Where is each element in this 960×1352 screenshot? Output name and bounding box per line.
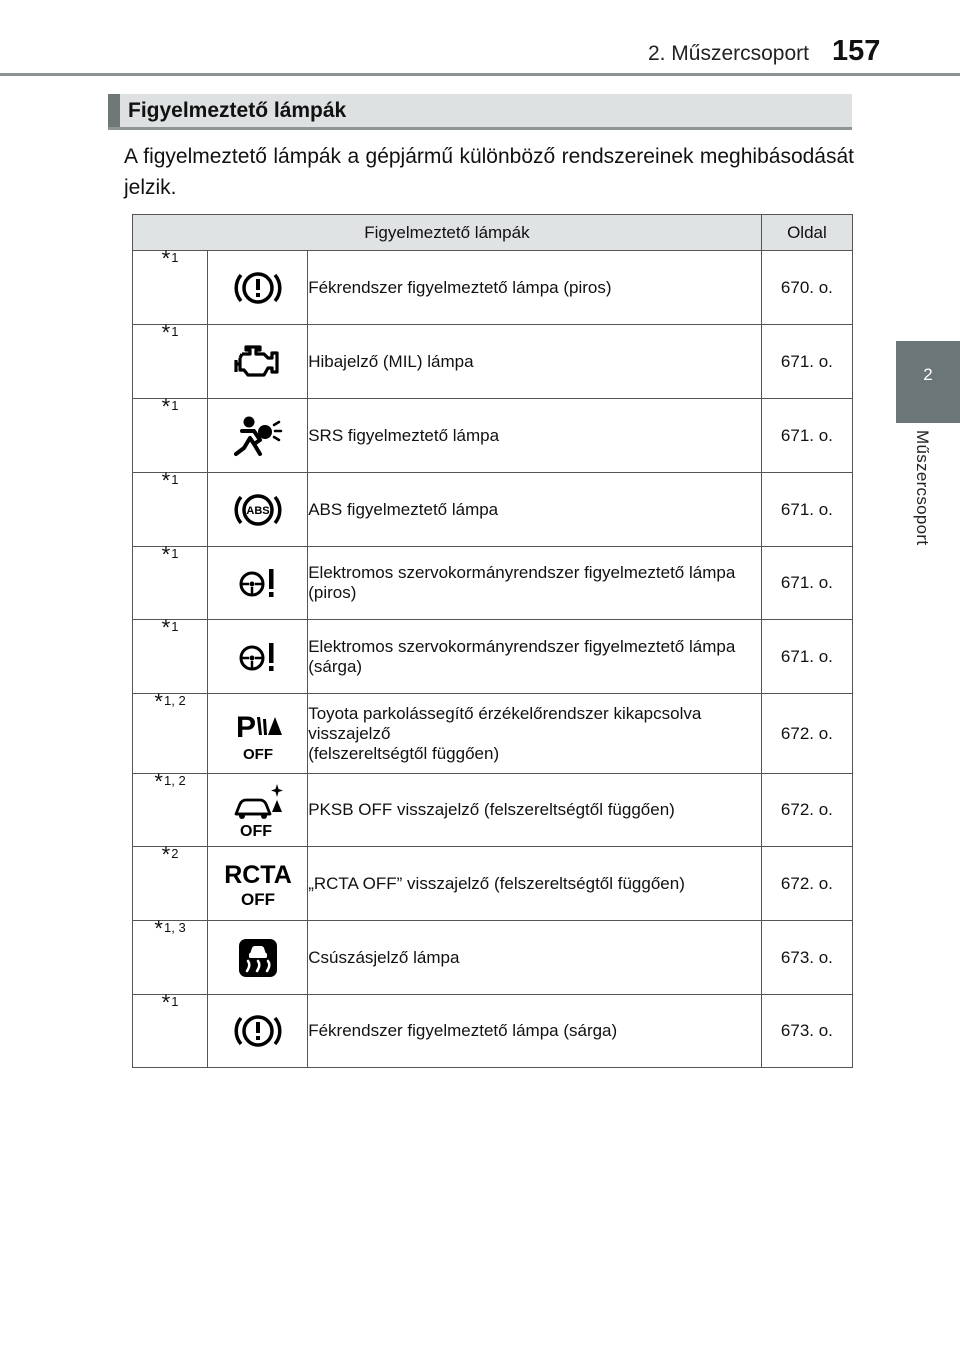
lamp-description: Fékrendszer figyelmeztető lámpa (sárga) <box>308 995 762 1068</box>
lamp-description: Csúszásjelző lámpa <box>308 921 762 995</box>
column-header-lamps: Figyelmeztető lámpák <box>133 215 762 251</box>
lamp-description: Fékrendszer figyelmeztető lámpa (piros) <box>308 251 762 325</box>
table-row <box>133 547 853 620</box>
svg-text:P: P <box>235 710 256 744</box>
column-header-page: Oldal <box>761 215 852 251</box>
page-number: 157 <box>832 35 881 67</box>
lamp-description: Elektromos szervokormányrendszer figyelmeztető lámpa (piros) <box>308 547 762 620</box>
table-row <box>133 473 853 547</box>
header-section-title: 2. Műszercsoport <box>647 42 809 65</box>
pksb-off-icon <box>208 774 308 847</box>
power-steering-warning-icon <box>208 620 308 694</box>
chapter-tab-label: Műszercsoport <box>913 430 932 546</box>
footnote-ref: *$^1$ <box>133 620 208 694</box>
page-reference: 673. o. <box>761 921 852 995</box>
abs-icon <box>208 473 308 547</box>
footnote-ref: *$^2$ <box>133 847 208 921</box>
table-row <box>133 774 853 847</box>
table-row <box>133 251 853 325</box>
warning-lamps-table <box>132 214 853 1068</box>
section-title: Figyelmeztető lámpák <box>128 99 347 122</box>
svg-text:OFF: OFF <box>239 823 272 838</box>
lamp-description: SRS figyelmeztető lámpa <box>308 399 762 473</box>
footnote-ref: *$^1$ <box>133 473 208 547</box>
footnote-ref: *$^{1, 2}$ <box>133 774 208 847</box>
slip-indicator-icon <box>208 921 308 995</box>
check-engine-icon <box>208 325 308 399</box>
brake-warning-icon <box>208 251 308 325</box>
page-reference: 671. o. <box>761 547 852 620</box>
section-heading <box>108 94 852 130</box>
table-row <box>133 995 853 1068</box>
table-row <box>133 620 853 694</box>
footnote-ref: *$^1$ <box>133 399 208 473</box>
power-steering-warning-icon <box>208 547 308 620</box>
lamp-description: Hibajelző (MIL) lámpa <box>308 325 762 399</box>
footnote-ref: *$^{1, 2}$ <box>133 694 208 774</box>
footnote-ref: *$^1$ <box>133 325 208 399</box>
lamp-description: ABS figyelmeztető lámpa <box>308 473 762 547</box>
svg-text:RCTA: RCTA <box>223 860 292 889</box>
footnote-ref: *$^1$ <box>133 995 208 1068</box>
page-reference: 672. o. <box>761 694 852 774</box>
svg-text:OFF: OFF <box>242 745 273 761</box>
lamp-description: Toyota parkolássegítő érzékelőrendszer kikapcsolva visszajelző (felszereltségtől függően) <box>308 694 762 774</box>
lamp-description: Elektromos szervokormányrendszer figyelmeztető lámpa (sárga) <box>308 620 762 694</box>
svg-text:ABS: ABS <box>246 504 270 517</box>
table-row <box>133 694 853 774</box>
table-row <box>133 921 853 995</box>
table-row <box>133 399 853 473</box>
page-reference: 672. o. <box>761 847 852 921</box>
page-reference: 671. o. <box>761 620 852 694</box>
header-divider <box>0 73 960 76</box>
chapter-tab-number: 2 <box>923 365 933 384</box>
page-reference: 671. o. <box>761 473 852 547</box>
section-heading-bar <box>108 94 120 127</box>
page-reference: 671. o. <box>761 399 852 473</box>
page-reference: 672. o. <box>761 774 852 847</box>
table-row <box>133 325 853 399</box>
rcta-off-icon <box>208 847 308 921</box>
brake-warning-icon <box>208 995 308 1068</box>
page-reference: 671. o. <box>761 325 852 399</box>
intro-paragraph: A figyelmeztető lámpák a gépjármű különböző rendszereinek meghibásodását jelzik. <box>124 145 854 199</box>
footnote-ref: *$^1$ <box>133 251 208 325</box>
lamp-description: PKSB OFF visszajelző (felszereltségtől függően) <box>308 774 762 847</box>
lamp-description: „RCTA OFF” visszajelző (felszereltségtől függően) <box>308 847 762 921</box>
page-reference: 673. o. <box>761 995 852 1068</box>
footnote-ref: *$^{1, 3}$ <box>133 921 208 995</box>
parking-sensor-off-icon <box>208 694 308 774</box>
airbag-srs-icon <box>208 399 308 473</box>
table-row <box>133 847 853 921</box>
footnote-ref: *$^1$ <box>133 547 208 620</box>
svg-text:OFF: OFF <box>240 889 275 909</box>
page-reference: 670. o. <box>761 251 852 325</box>
